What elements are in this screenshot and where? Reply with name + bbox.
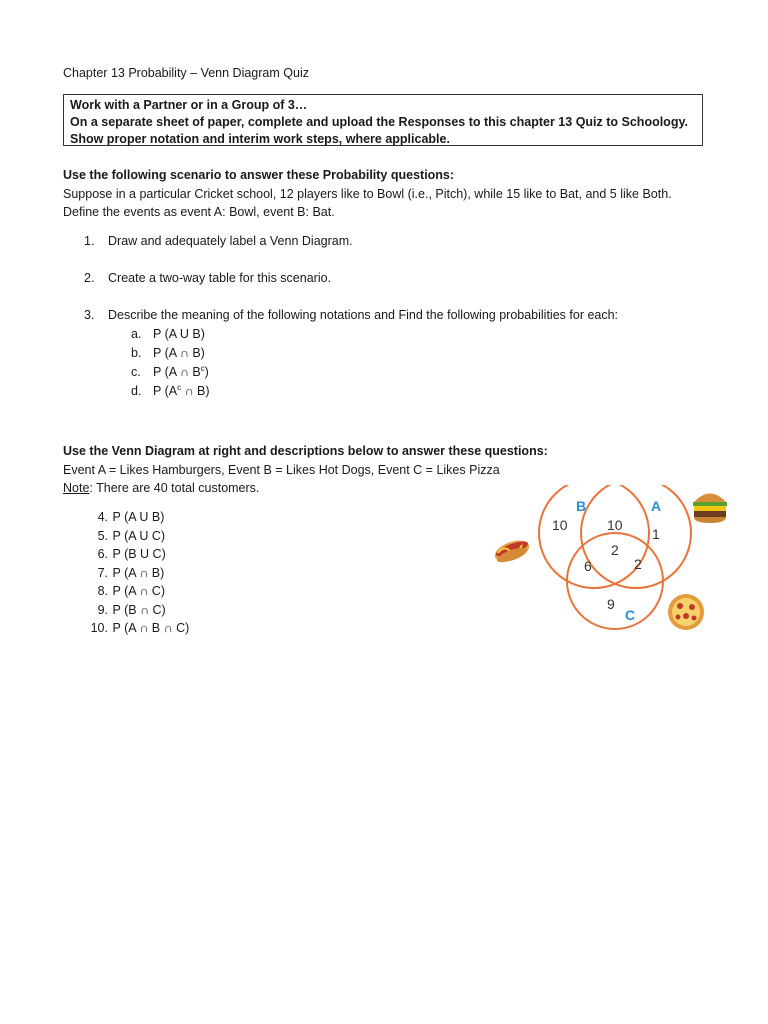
hamburger-icon <box>693 494 727 524</box>
label-c: C <box>625 607 636 623</box>
hot-dog-icon <box>492 536 532 565</box>
question-8: 8. P (A ∩ C) <box>97 584 165 598</box>
label-a: A <box>651 498 662 514</box>
events-text: Event A = Likes Hamburgers, Event B = Likes Hot Dogs, Event C = Likes Pizza <box>63 462 500 477</box>
region-center: 2 <box>611 542 619 558</box>
page-title: Chapter 13 Probability – Venn Diagram Quiz <box>63 66 309 80</box>
region-a-and-b: 10 <box>607 517 623 533</box>
region-only-c: 9 <box>607 596 615 612</box>
subitem-a: a. P (A U B) <box>131 327 205 341</box>
event-definition: Define the events as event A: Bowl, event B: Bat. <box>63 205 335 219</box>
subitem-b: b. P (A ∩ B) <box>131 346 205 360</box>
question-9: 9. P (B ∩ C) <box>97 602 166 617</box>
region-a-and-c: 2 <box>634 556 642 572</box>
region-b-and-c: 6 <box>584 558 592 574</box>
pizza-icon <box>668 594 704 630</box>
label-b: B <box>576 498 587 514</box>
instruction-line: Show proper notation and interim work steps, where applicable. <box>70 132 450 146</box>
question-4: 4. P (A U B) <box>97 510 165 524</box>
region-only-b: 10 <box>552 517 568 533</box>
section-1 <box>63 166 672 222</box>
subitem-c: c. P (A ∩ $B^c$) <box>131 363 209 379</box>
instruction-line: Work with a Partner or in a Group of 3… <box>70 98 308 112</box>
venn-diagram <box>490 485 740 645</box>
question-7: 7. P (A ∩ B) <box>97 565 165 580</box>
question-1: 1. Draw and adequately label a Venn Diagram. <box>84 234 353 248</box>
section-1-heading: Use the following scenario to answer these Probability questions: <box>63 168 455 182</box>
question-2: 2. Create a two-way table for this scenario. <box>84 271 332 285</box>
question-5: 5. P (A U C) <box>97 528 166 543</box>
section-2-heading: Use the Venn Diagram at right and descriptions below to answer these questions: <box>63 444 548 458</box>
instructions-box <box>63 94 703 146</box>
region-only-a: 1 <box>652 526 660 542</box>
question-3: 3. Describe the meaning of the following notations and Find the following probabilities for each: <box>84 308 619 322</box>
scenario-text: Suppose in a particular Cricket school, 12 players like to Bowl (i.e., Pitch), while 15 like to Bat, and 5 like Both. <box>63 186 672 201</box>
instruction-line: On a separate sheet of paper, complete and upload the Responses to this chapter 13 Quiz to Schoology. <box>70 115 688 129</box>
section-2 <box>63 442 548 498</box>
question-10: 10. P (A ∩ B ∩ C) <box>90 621 190 635</box>
note-text: Note: There are 40 total customers. <box>63 481 260 495</box>
subitem-d: d. P ($A^c$ ∩ B) <box>131 382 210 398</box>
question-6: 6. P (B U C) <box>97 547 166 561</box>
